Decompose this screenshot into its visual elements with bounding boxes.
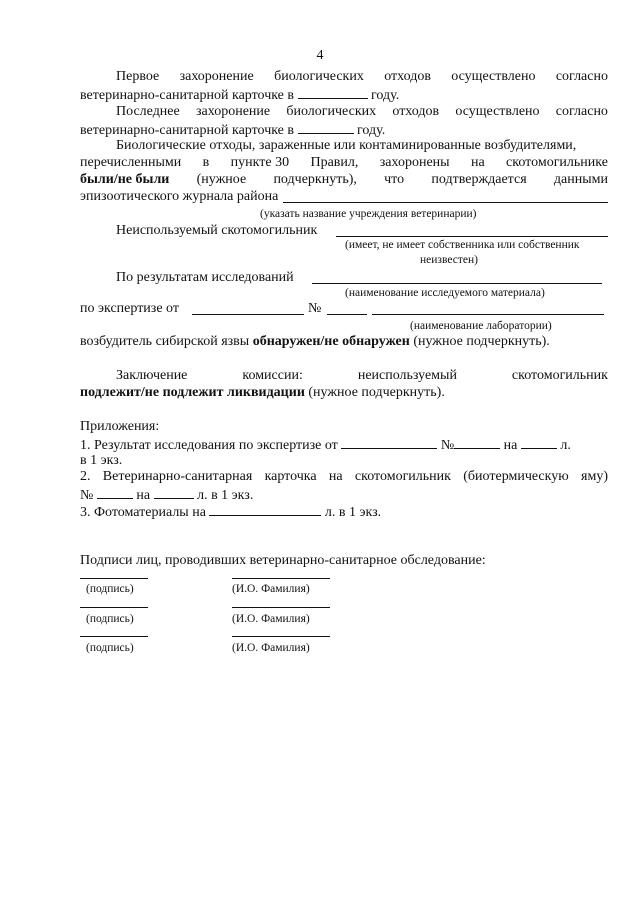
liquidation-choice[interactable]: подлежит/не подлежит ликвидации	[80, 385, 305, 400]
word: захоронение	[179, 69, 254, 84]
word: перечисленными	[80, 155, 182, 170]
word: осуществлено	[455, 104, 540, 119]
conclusion-hint: (нужное подчеркнуть).	[308, 385, 445, 400]
appendix-item1	[80, 436, 571, 454]
p2-year-word: году.	[357, 123, 386, 138]
word: Ветеринарно-санитарная	[102, 469, 253, 484]
appendix-item1-copies: в 1 экз.	[80, 453, 123, 468]
word: отходов	[392, 104, 440, 119]
p2-line1	[116, 104, 608, 120]
laboratory-note: (наименование лаборатории)	[410, 320, 552, 332]
word: комиссии:	[242, 368, 303, 383]
word: скотомогильник	[354, 469, 451, 484]
owner-note-line1: (имеет, не имеет собственника или собственник	[345, 239, 580, 251]
vet-institution-note: (указать название учреждения ветеринарии)	[260, 208, 477, 220]
signatures-title: Подписи лиц, проводивших ветеринарно-санитарное обследование:	[80, 553, 486, 568]
appendix-item2-pages-field[interactable]	[154, 486, 194, 499]
p3-line2	[80, 155, 608, 171]
signature-field[interactable]	[80, 578, 148, 579]
word: 2.	[80, 469, 91, 484]
research-results-label: По результатам исследований	[116, 270, 294, 285]
material-field[interactable]	[312, 283, 602, 284]
name-label: (И.О. Фамилия)	[232, 613, 310, 625]
appendix-item1-pages-field[interactable]	[521, 436, 557, 449]
anthrax-text: возбудитель сибирской язвы	[80, 334, 250, 349]
word: данными	[553, 172, 608, 187]
appendix-item2-on: на	[136, 488, 151, 503]
word: скотомогильнике	[506, 155, 608, 170]
word: Заключение	[116, 368, 188, 383]
signature-label: (подпись)	[86, 642, 134, 654]
word: биологических	[286, 104, 377, 119]
unused-burial-label: Неиспользуемый скотомогильник	[116, 223, 318, 238]
owner-status-field[interactable]	[336, 236, 608, 237]
word: осуществлено	[451, 69, 536, 84]
conclusion-line2	[80, 385, 445, 401]
appendix-item3-pages-field[interactable]	[209, 503, 321, 516]
appendix-item1-date-field[interactable]	[341, 436, 437, 449]
word: неиспользуемый	[357, 368, 457, 383]
word: скотомогильник	[511, 368, 608, 383]
p1-year-word: году.	[371, 88, 400, 103]
word: согласно	[555, 69, 608, 84]
signature-label: (подпись)	[86, 583, 134, 595]
word: подчеркнуть),	[273, 172, 357, 187]
appendix-item2-line1	[80, 469, 608, 485]
name-field[interactable]	[232, 578, 330, 579]
word: Правил,	[310, 155, 359, 170]
last-burial-year-field[interactable]	[298, 121, 354, 134]
word: карточка	[264, 469, 317, 484]
p1-line2	[80, 86, 399, 104]
word: захоронены	[379, 155, 450, 170]
word: подтверждается	[431, 172, 527, 187]
word: на	[328, 469, 343, 484]
appendix-item3-copies: л. в 1 экз.	[324, 505, 382, 520]
appendix-item2-number-field[interactable]	[97, 486, 133, 499]
word: пункте 30	[230, 155, 290, 170]
were-not-were-choice[interactable]: были/не были	[80, 172, 170, 187]
signature-label: (подпись)	[86, 613, 134, 625]
expertise-date-field[interactable]	[192, 314, 304, 315]
material-note: (наименование исследуемого материала)	[345, 287, 545, 299]
word: согласно	[555, 104, 608, 119]
appendix-item1-number-field[interactable]	[454, 436, 500, 449]
appendix-item2-line2	[80, 486, 253, 504]
anthrax-line	[80, 334, 550, 350]
p2-text: ветеринарно-санитарной карточке в	[80, 123, 295, 138]
word: яму)	[581, 469, 608, 484]
appendix-item1-on: на	[503, 438, 518, 453]
owner-note-line2: неизвестен)	[420, 254, 478, 266]
appendix-item3	[80, 503, 381, 521]
word: захоронение	[195, 104, 271, 119]
anthrax-hint: (нужное подчеркнуть).	[413, 334, 550, 349]
appendix-item3-text: 3. Фотоматериалы на	[80, 505, 206, 520]
word: биологических	[274, 69, 364, 84]
word: что	[384, 172, 405, 187]
name-label: (И.О. Фамилия)	[232, 583, 310, 595]
appendix-item2-copies: л. в 1 экз.	[197, 488, 254, 503]
appendix-item1-text: 1. Результат исследования по экспертизе от	[80, 438, 338, 453]
signature-field[interactable]	[80, 607, 148, 608]
district-journal-field[interactable]	[283, 202, 608, 203]
p3-line4: эпизоотического журнала района	[80, 189, 279, 204]
expertise-number-sign: №	[308, 301, 322, 316]
word: в	[202, 155, 210, 170]
signature-field[interactable]	[80, 636, 148, 637]
conclusion-line1	[116, 368, 608, 384]
word: Первое	[116, 69, 160, 84]
number-sign: №	[440, 438, 455, 453]
p3-line3	[80, 172, 608, 188]
word: (нужное	[196, 172, 247, 187]
p1-line1	[116, 69, 608, 85]
word: (биотермическую	[463, 469, 569, 484]
appendix-item1-pages-word: л.	[560, 438, 571, 453]
word: отходов	[384, 69, 431, 84]
word: на	[470, 155, 485, 170]
expertise-from-label: по экспертизе от	[80, 301, 179, 316]
p1-text: ветеринарно-санитарной карточке в	[80, 88, 295, 103]
name-label: (И.О. Фамилия)	[232, 642, 310, 654]
word: Последнее	[116, 104, 180, 119]
number-sign: №	[80, 488, 94, 503]
laboratory-field[interactable]	[372, 314, 604, 315]
page-number: 4	[316, 48, 324, 63]
detected-choice[interactable]: обнаружен/не обнаружен	[252, 334, 410, 349]
appendix-title: Приложения:	[80, 419, 160, 434]
name-field[interactable]	[232, 607, 330, 608]
name-field[interactable]	[232, 636, 330, 637]
p2-line2	[80, 121, 385, 139]
first-burial-year-field[interactable]	[298, 86, 368, 99]
p3-line1: Биологические отходы, зараженные или контаминированные возбудителями,	[116, 138, 577, 153]
expertise-number-field[interactable]	[327, 314, 367, 315]
